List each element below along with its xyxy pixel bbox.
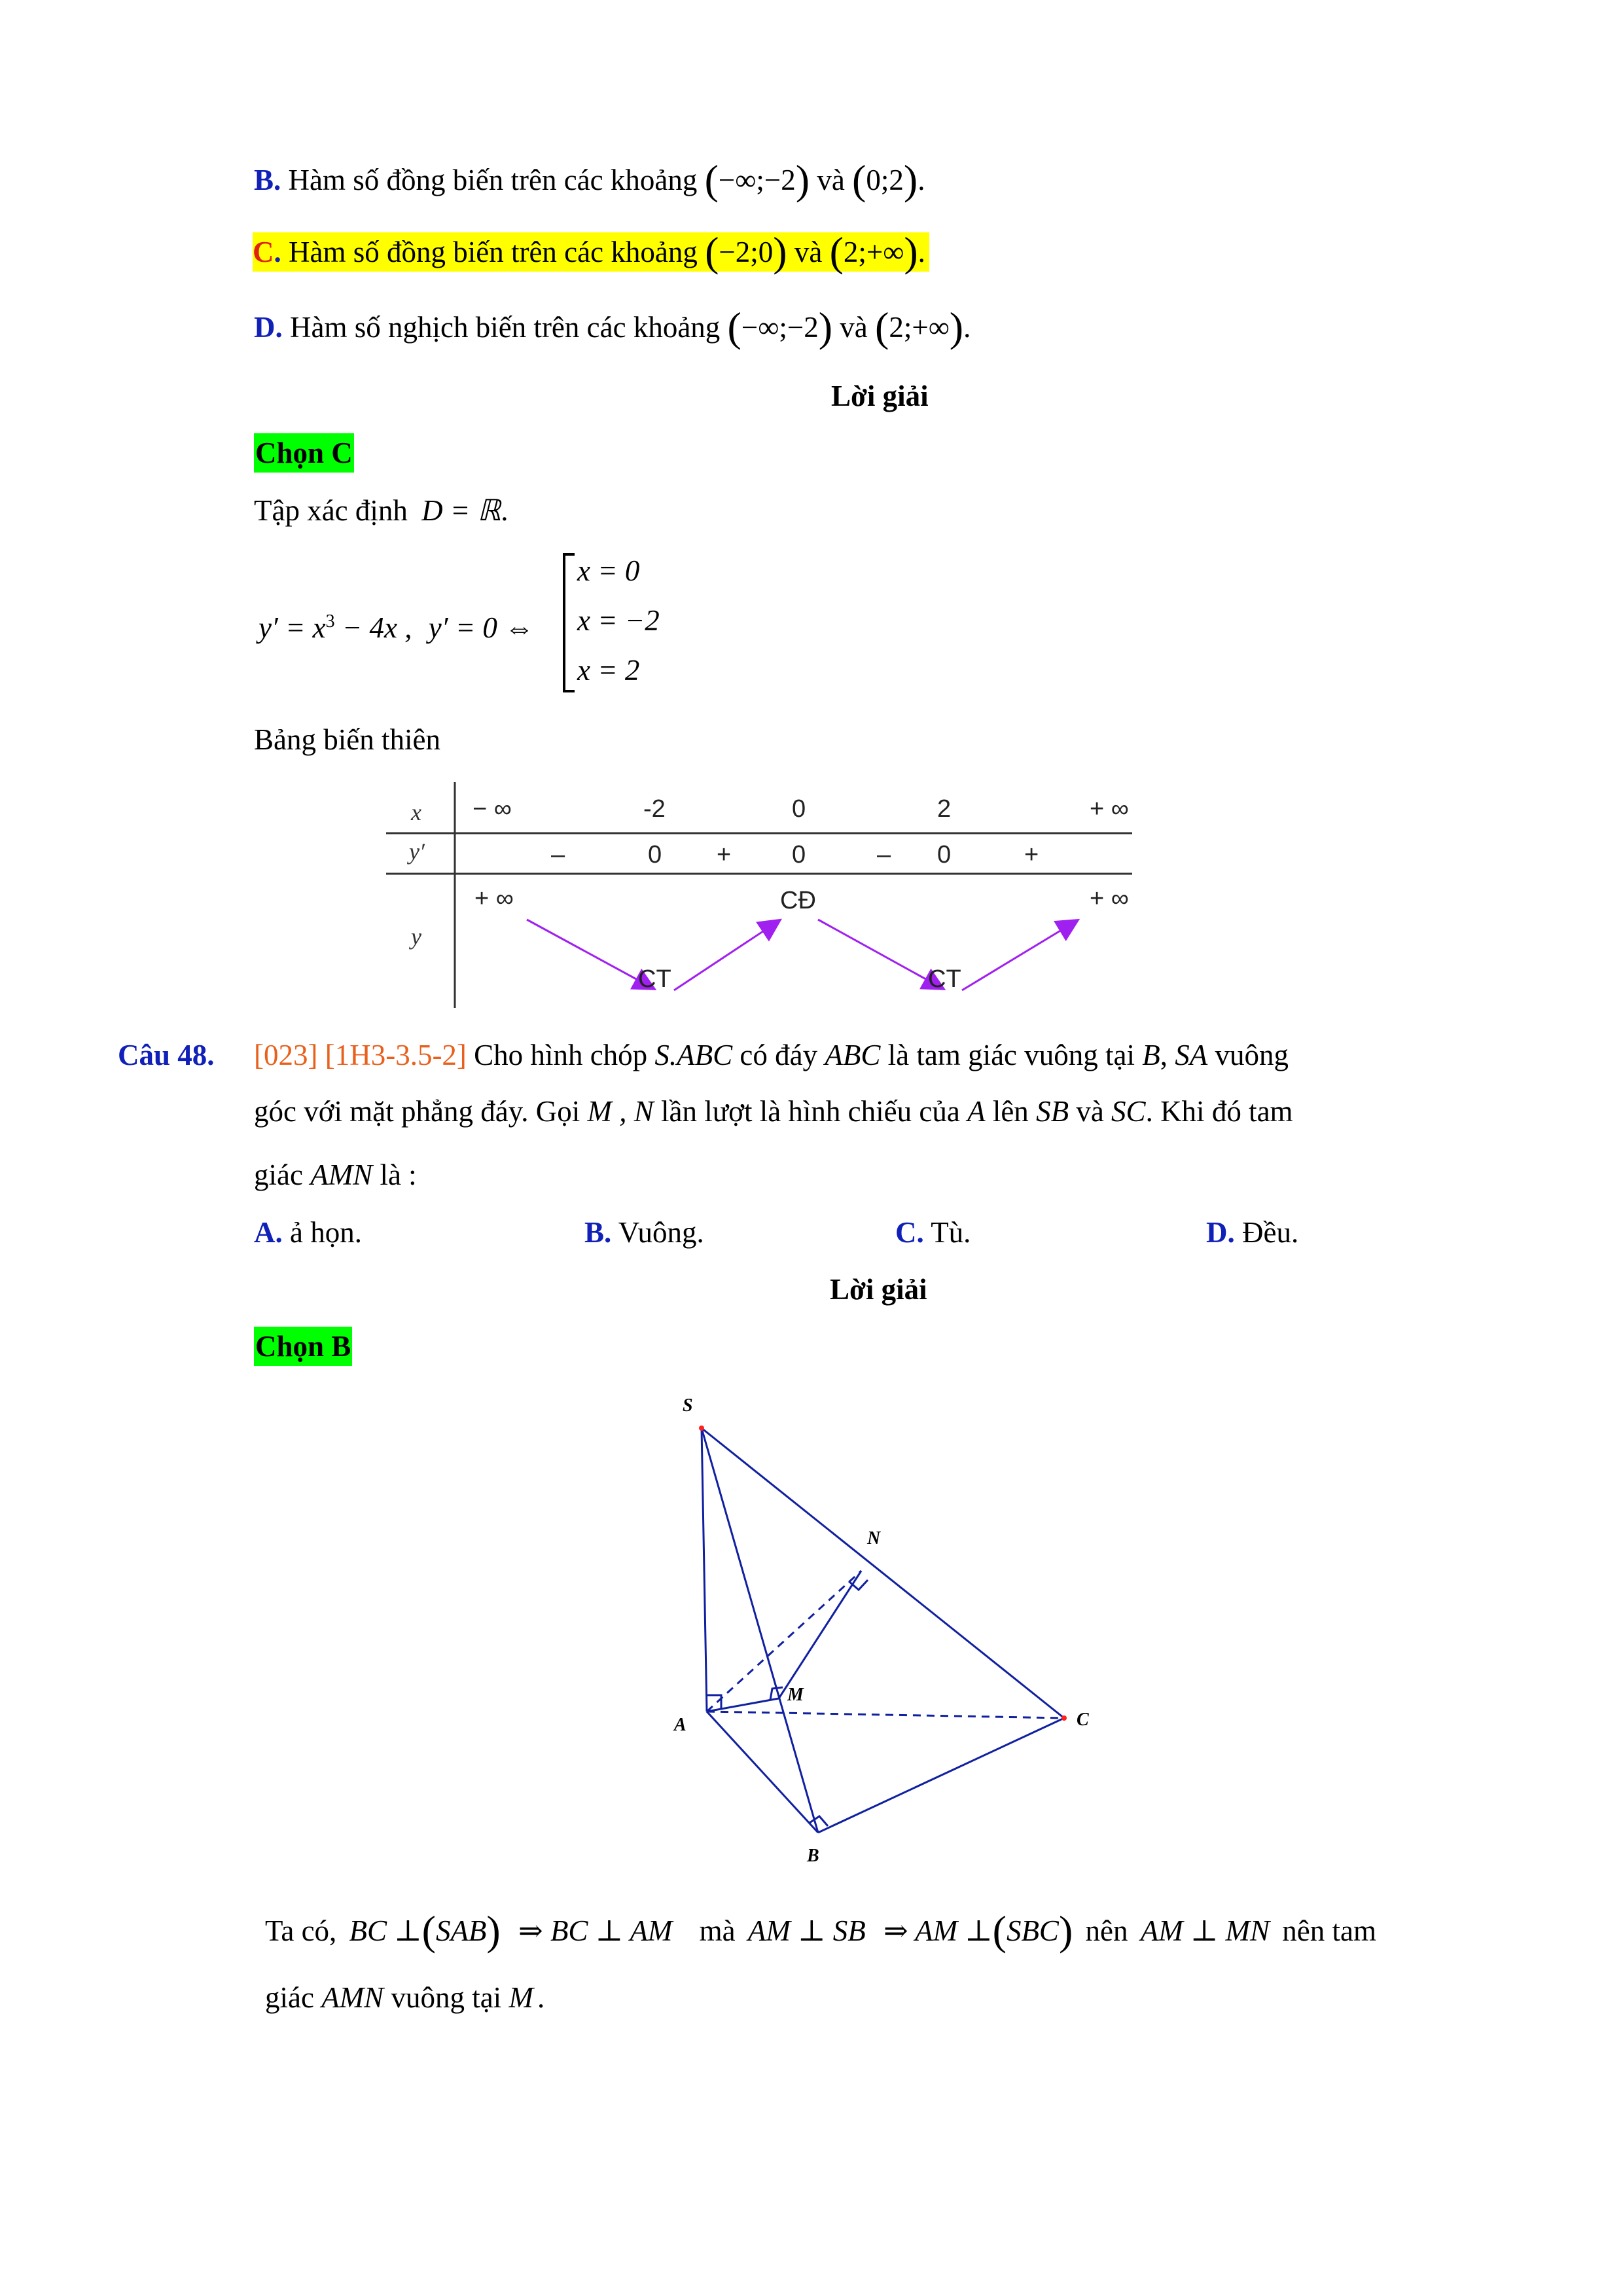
option-conj: và: [794, 236, 823, 268]
vertex-S-dot: [699, 1426, 704, 1431]
label-C: C: [1077, 1710, 1089, 1730]
y-min-2: CT: [928, 965, 961, 993]
option-text: Hàm số nghịch biến trên các khoảng: [290, 311, 721, 344]
x-value: 0: [792, 795, 806, 823]
edge-SB: [702, 1428, 818, 1833]
option-text: Hàm số đồng biến trên các khoảng: [289, 236, 698, 268]
interval-2: (0;2): [852, 156, 918, 203]
option-letter: C: [253, 236, 274, 268]
right-angle-B: [810, 1816, 828, 1826]
label-M: M: [787, 1685, 804, 1705]
explanation-line-2: giác AMN vuông tại M .: [265, 1981, 545, 2014]
derivative-line: $y' = x^3 - 4x$ , y′ = 0 ⇔: [259, 611, 535, 644]
edge-AC-hidden: [707, 1712, 1064, 1718]
option-b-q47: B. Hàm số đồng biến trên các khoảng (−∞;−2) và (0;2).: [254, 156, 925, 203]
option-c-q47: C. Hàm số đồng biến trên các khoảng (−2;0) và (2;+∞).: [253, 232, 929, 272]
yprime-sign: –: [877, 841, 891, 869]
option-c-q48: C. Tù.: [895, 1216, 971, 1249]
root-2: x = −2: [577, 604, 660, 637]
option-conj: và: [817, 164, 845, 196]
yprime-sign: –: [551, 841, 565, 869]
row-label-yprime: y′: [409, 838, 425, 865]
label-A: A: [674, 1715, 687, 1735]
interval-1: (−∞;−2): [727, 304, 833, 350]
yprime-zero: 0: [648, 841, 662, 869]
explanation-line-1: Ta có, BC ⊥(SAB) ⇒ BC ⊥ AM mà AM ⊥ SB ⇒ AM ⊥(SBC) nên AM ⊥ MN nên tam: [265, 1907, 1376, 1954]
table-label: Bảng biến thiên: [254, 723, 440, 756]
interval-1: (−2;0): [705, 228, 787, 275]
question-line-3: giác AMN là :: [254, 1158, 417, 1191]
vertex-C-dot: [1061, 1715, 1067, 1721]
pyramid-figure: [654, 1388, 1113, 1878]
interval-2: (2;+∞): [875, 304, 964, 350]
system-bracket: [563, 553, 575, 692]
option-letter-dot: .: [274, 236, 281, 268]
row-label-y: y: [411, 924, 421, 950]
option-a-q48: A. ả họn.: [254, 1216, 362, 1249]
y-min-1: CT: [638, 965, 671, 993]
arrow-3: [818, 920, 942, 988]
arrow-2: [674, 921, 779, 990]
x-value: -2: [643, 795, 666, 823]
y-max: CĐ: [780, 887, 816, 914]
question-tag: [023] [1H3-3.5-2]: [254, 1039, 467, 1071]
arrow-1: [527, 920, 653, 988]
option-letter: B.: [254, 164, 281, 196]
y-left-value: + ∞: [474, 885, 514, 912]
option-letter: D.: [254, 311, 283, 344]
yprime-zero: 0: [937, 841, 952, 869]
label-S: S: [683, 1395, 693, 1416]
option-d-q48: D. Đều.: [1206, 1216, 1299, 1249]
chosen-answer: Chọn C: [254, 433, 354, 473]
yprime-zero: 0: [792, 841, 806, 869]
solution-heading: Lời giải: [831, 380, 929, 412]
yprime-sign: +: [1024, 841, 1039, 869]
chosen-answer-2: Chọn B: [254, 1327, 352, 1366]
interval-1: (−∞;−2): [704, 156, 810, 203]
label-B: B: [807, 1846, 819, 1866]
solution-heading-2: Lời giải: [830, 1273, 927, 1306]
option-conj: và: [840, 311, 868, 344]
question-line-2: góc với mặt phẳng đáy. Gọi M , N lần lượt là hình chiếu của A lên SB và SC. Khi đó tam: [254, 1095, 1293, 1128]
root-3: x = 2: [577, 654, 640, 687]
x-value: 2: [937, 795, 952, 823]
root-1: x = 0: [577, 554, 640, 587]
right-angle-N: [849, 1580, 868, 1590]
option-d-q47: D. Hàm số nghịch biến trên các khoảng (−∞;−2) và (2;+∞).: [254, 304, 971, 350]
interval-2: (2;+∞): [829, 228, 918, 275]
x-value: + ∞: [1090, 795, 1129, 823]
question-number: Câu 48.: [118, 1039, 215, 1071]
question-line-1: [023] [1H3-3.5-2] Cho hình chóp S.ABC có đáy ABC là tam giác vuông tại B, SA vuông: [254, 1039, 1289, 1071]
row-label-x: x: [411, 799, 421, 825]
label-N: N: [867, 1528, 881, 1549]
edge-BC: [818, 1718, 1064, 1833]
option-b-q48: B. Vuông.: [584, 1216, 704, 1249]
edge-SC: [702, 1428, 1064, 1718]
edge-SA: [702, 1428, 707, 1712]
yprime-sign: +: [717, 841, 732, 869]
domain-line: Tập xác định D = ℝ.: [254, 494, 508, 527]
x-value: − ∞: [473, 795, 512, 823]
y-right-value: + ∞: [1090, 885, 1129, 912]
arrow-4: [962, 921, 1077, 990]
right-angle-A: [707, 1695, 721, 1710]
option-text: Hàm số đồng biến trên các khoảng: [288, 164, 698, 196]
